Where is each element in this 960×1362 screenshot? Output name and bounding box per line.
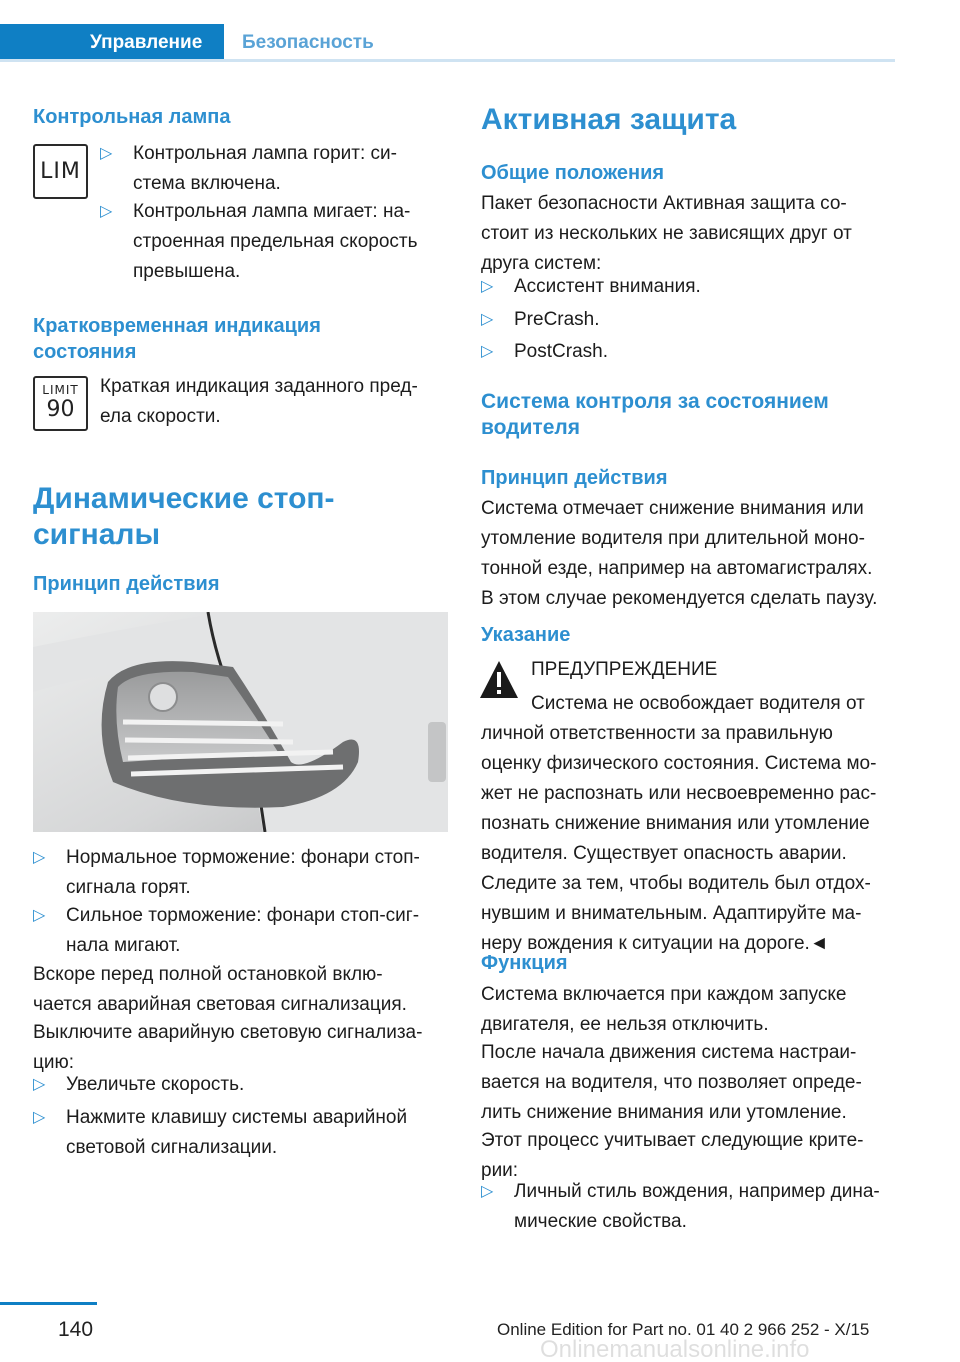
- edition-text: Online Edition for Part no. 01 40 2 966 252 - X/15: [497, 1320, 870, 1339]
- bullet-line: Личный стиль вождения, например дина-: [514, 1181, 880, 1202]
- tail-light-illustration: [33, 612, 448, 832]
- text-line: Этот процесс учитывает следующие крите-: [481, 1130, 864, 1151]
- bullet-line: Контрольная лампа горит: си-: [133, 143, 397, 164]
- list-item: [481, 305, 894, 335]
- tab-safety[interactable]: Безопасность: [242, 32, 374, 53]
- header-rule: [0, 59, 895, 62]
- dynamic-brake-heading: [33, 481, 335, 553]
- text-line: В этом случае рекомендуется сделать паузу.: [481, 588, 878, 609]
- brief-heading-line: состояния: [33, 341, 137, 363]
- bullet-line: мические свойства.: [514, 1211, 687, 1232]
- warning-first-line: Система не освобождает водителя от: [531, 693, 865, 714]
- heading-line: Система контроля за состоянием: [481, 390, 829, 413]
- text-line: После начала движения система настраи-: [481, 1042, 857, 1063]
- text-line: Система отмечает снижение внимания или: [481, 498, 864, 519]
- text-line: водителя. Существует опасность аварии.: [481, 843, 847, 864]
- bullet-line: Нажмите клавишу системы аварийной: [66, 1107, 408, 1128]
- text-line: чается аварийная световая сигнализация.: [33, 994, 407, 1015]
- bullet-line: Увеличьте скорость.: [66, 1074, 245, 1095]
- brief-heading: [33, 313, 321, 365]
- list-item: [481, 337, 894, 367]
- list-item: [33, 901, 448, 961]
- limit-value: 90: [46, 397, 75, 422]
- bullet-line: стема включена.: [133, 173, 281, 194]
- text-line: вается на водителя, что позволяет опреде-: [481, 1072, 862, 1093]
- function-heading: Функция: [481, 952, 568, 974]
- list-item: [33, 1070, 448, 1100]
- paragraph: [481, 1038, 896, 1128]
- triangle-bullet-icon: ▷: [33, 1109, 46, 1126]
- text-line: Краткая индикация заданного пред-: [100, 376, 418, 397]
- driver-monitoring-heading: [481, 389, 829, 441]
- text-line: Выключите аварийную световую сигнализа-: [33, 1022, 423, 1043]
- heading-line: сигналы: [33, 518, 161, 551]
- bullet-line: Нормальное торможение: фонари стоп-: [66, 847, 420, 868]
- heading-line: Динамические стоп-: [33, 482, 335, 515]
- bullet-line: PreCrash.: [514, 309, 600, 330]
- triangle-bullet-icon: ▷: [481, 1183, 494, 1200]
- list-item: [100, 197, 445, 287]
- list-item: [33, 1103, 448, 1163]
- text-line: друга систем:: [481, 253, 602, 274]
- page-number: 140: [58, 1318, 94, 1341]
- text-line: тонной езде, например на автомагистралях.: [481, 558, 873, 579]
- warning-triangle-icon: [478, 659, 520, 701]
- speed-limit-icon: [33, 376, 88, 431]
- text-line: Система включается при каждом запуске: [481, 984, 847, 1005]
- triangle-bullet-icon: ▷: [481, 311, 494, 328]
- general-heading: Общие положения: [481, 162, 665, 184]
- text-line: рии:: [481, 1160, 519, 1181]
- watermark: Onlinemanualsonline.info: [540, 1336, 810, 1362]
- paragraph: [481, 189, 896, 279]
- triangle-bullet-icon: ▷: [33, 849, 46, 866]
- triangle-bullet-icon: ▷: [100, 145, 113, 162]
- text-line: Пакет безопасности Активная защита со-: [481, 193, 847, 214]
- text-line: жет не распознать или несвоевременно рас-: [481, 783, 877, 804]
- bullet-line: превышена.: [133, 261, 241, 282]
- text-line: двигателя, ее нельзя отключить.: [481, 1014, 769, 1035]
- text-line: познать снижение внимания или утомление: [481, 813, 870, 834]
- bullet-line: Ассистент внимания.: [514, 276, 701, 297]
- brief-text: [100, 372, 445, 432]
- text-line: утомление водителя при длительной моно-: [481, 528, 865, 549]
- bullet-line: Контрольная лампа мигает: на-: [133, 201, 411, 222]
- text-line: ела скорости.: [100, 406, 221, 427]
- tail-light-photo: [33, 612, 448, 832]
- principle-heading-right: Принцип действия: [481, 467, 668, 489]
- triangle-bullet-icon: ▷: [100, 203, 113, 220]
- text-line: неру вождения к ситуации на дороге.◄: [481, 933, 829, 954]
- lamp-heading: Контрольная лампа: [33, 106, 231, 128]
- list-item: [100, 139, 445, 199]
- list-item: [481, 272, 894, 302]
- list-item: [481, 1177, 896, 1237]
- text-line: цию:: [33, 1052, 75, 1073]
- principle-heading-left: Принцип действия: [33, 573, 220, 595]
- text-line: Вскоре перед полной остановкой вклю-: [33, 964, 383, 985]
- list-item: [33, 843, 448, 903]
- triangle-bullet-icon: ▷: [481, 278, 494, 295]
- triangle-bullet-icon: ▷: [33, 1076, 46, 1093]
- bullet-line: Сильное торможение: фонари стоп-сиг-: [66, 905, 420, 926]
- text-line: оценку физического состояния. Система мо-: [481, 753, 877, 774]
- warning-title: ПРЕДУПРЕЖДЕНИЕ: [531, 659, 718, 680]
- bullet-line: строенная предельная скорость: [133, 231, 418, 252]
- paragraph: [33, 1018, 448, 1078]
- active-protection-heading: Активная защита: [481, 103, 737, 136]
- warning-text: [481, 719, 896, 959]
- header-tabs: [0, 0, 895, 62]
- bullet-line: световой сигнализации.: [66, 1137, 278, 1158]
- text-line: стоит из нескольких не зависящих друг от: [481, 223, 852, 244]
- bullet-line: PostCrash.: [514, 341, 608, 362]
- note-heading: Указание: [481, 624, 571, 646]
- bullet-line: сигнала горят.: [66, 877, 191, 898]
- triangle-bullet-icon: ▷: [481, 343, 494, 360]
- footer-rule: [0, 1302, 97, 1305]
- heading-line: водителя: [481, 416, 580, 439]
- bullet-line: нала мигают.: [66, 935, 181, 956]
- brief-heading-line: Кратковременная индикация: [33, 315, 321, 337]
- text-line: личной ответственности за правильную: [481, 723, 833, 744]
- lim-indicator-icon: LIM: [33, 144, 88, 199]
- text-line: нувшим и внимательным. Адаптируйте ма-: [481, 903, 862, 924]
- text-line: Следите за тем, чтобы водитель был отдох-: [481, 873, 871, 894]
- paragraph: [481, 494, 896, 614]
- tab-controls[interactable]: Управление: [0, 24, 224, 62]
- paragraph: [481, 980, 896, 1040]
- text-line: лить снижение внимания или утомление.: [481, 1102, 847, 1123]
- paragraph: [33, 960, 448, 1020]
- limit-label: LIMIT: [42, 383, 79, 397]
- triangle-bullet-icon: ▷: [33, 907, 46, 924]
